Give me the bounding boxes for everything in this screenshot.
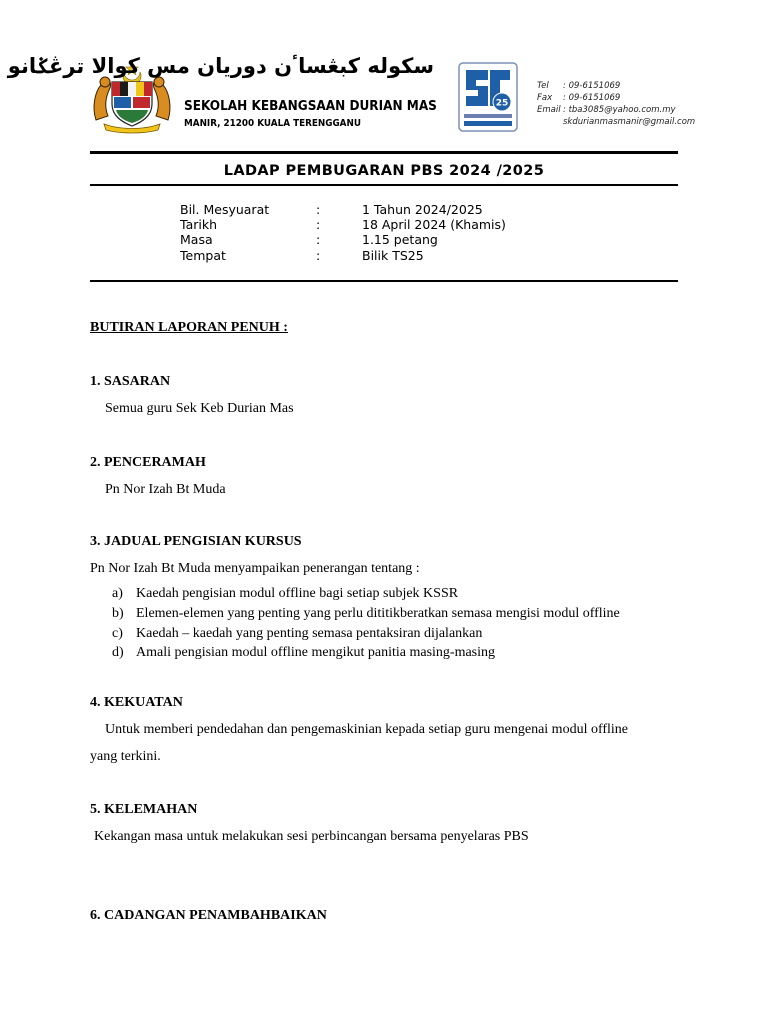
info-rule-bottom <box>90 280 678 282</box>
contact-email-secondary: skdurianmasmanir@gmail.com <box>563 117 696 127</box>
section-kekuatan-text-cont: yang terkini. <box>90 749 161 764</box>
section-kelemahan-text: Kekangan masa untuk melakukan sesi perbincangan bersama penyelaras PBS <box>94 829 529 844</box>
school-name-jawi: سکوله کبڠساٴن دوريان مس کوالا ترڠݢانو <box>7 54 434 78</box>
section-kekuatan-title: 4. KEKUATAN <box>90 695 183 710</box>
section-penceramah-title: 2. PENCERAMAH <box>90 455 206 470</box>
report-heading: BUTIRAN LAPORAN PENUH : <box>90 320 288 335</box>
ts25-emblem-icon <box>458 62 518 132</box>
school-address: MANIR, 21200 KUALA TERENGGANU <box>184 118 362 129</box>
section-penceramah-text: Pn Nor Izah Bt Muda <box>105 482 226 497</box>
svg-text:25: 25 <box>495 98 509 109</box>
section-jadual-intro: Pn Nor Izah Bt Muda menyampaikan penerangan tentang : <box>90 561 420 576</box>
contact-email: Email : tba3085@yahoo.com.my <box>537 105 676 115</box>
contact-block <box>537 80 695 128</box>
section-cadangan-title: 6. CADANGAN PENAMBAHBAIKAN <box>90 908 327 923</box>
section-kekuatan-text: Untuk memberi pendedahan dan pengemaskinian kepada setiap guru mengenai modul offline <box>105 722 629 737</box>
section-sasaran-title: 1. SASARAN <box>90 374 171 389</box>
section-jadual-title: 3. JADUAL PENGISIAN KURSUS <box>90 534 302 549</box>
contact-fax: Fax : 09-6151069 <box>537 93 621 103</box>
section-sasaran-text: Semua guru Sek Keb Durian Mas <box>105 401 294 416</box>
section-kelemahan-title: 5. KELEMAHAN <box>90 802 198 817</box>
school-emblem-logo <box>458 62 518 132</box>
document-title: LADAP PEMBUGARAN PBS 2024 /2025 <box>223 163 545 179</box>
contact-tel: Tel : 09-6151069 <box>537 81 621 91</box>
header-rule-top <box>90 151 678 154</box>
school-name: SEKOLAH KEBANGSAAN DURIAN MAS <box>184 99 437 114</box>
title-rule-bottom <box>90 184 678 186</box>
